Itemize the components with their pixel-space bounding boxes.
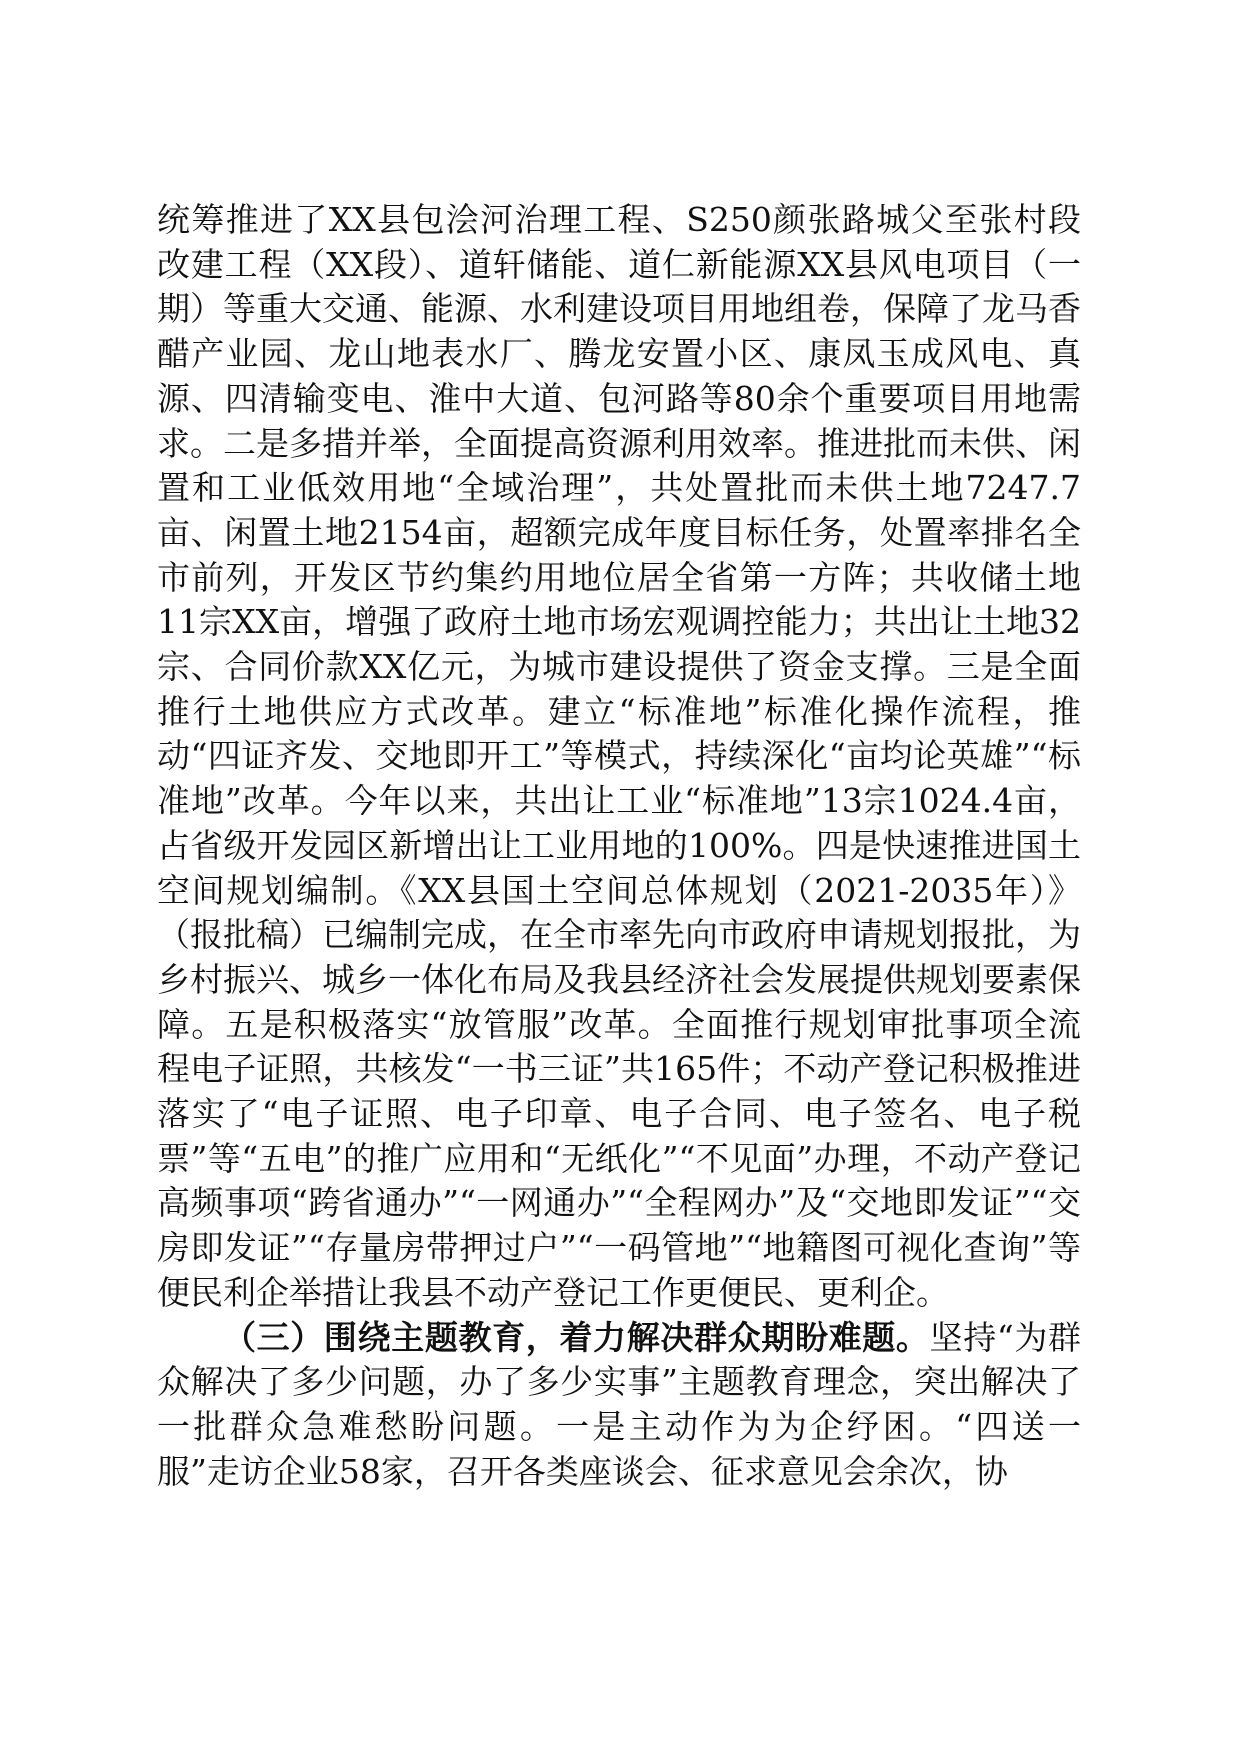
paragraph-continuation (157, 198, 1081, 1316)
body-text (157, 198, 1081, 1494)
paragraph-text: 统筹推进了XX县包浍河治理工程、S250颜张路城父至张村段改建工程（XX段）、道轩储能、道仁新能源XX县风电项目（一期）等重大交通、能源、水利建设项目用地组卷，保障了龙马香醋产业园、龙山地表水厂、腾龙安置小区、康凤玉成风电、真源、四清输变电、淮中大道、包河路等80余个重要项目用地需求。二是多措并举，全面提高资源利用效率。推进批而未供、闲置和工业低效用地“全域治理”，共处置批而未供土地7247.7亩、闲置土地2154亩，超额完成年度目标任务，处置率排名全市前列，开发区节约集约用地位居全省第一方阵；共收储土地11宗XX亩，增强了政府土地市场宏观调控能力；共出让土地32宗、合同价款XX亿元，为城市建设提供了资金支撑。三是全面推行土地供应方式改革。建立“标准地”标准化操作流程，推动“四证齐发、交地即开工”等模式，持续深化“亩均论英雄”“标准地”改革。今年以来，共出让工业“标准地”13宗1024.4亩，占省级开发园区新增出让工业用地的100%。四是快速推进国土空间规划编制。《XX县国土空间总体规划（2021-2035年）》（报批稿）已编制完成，在全市率先向市政府申请规划报批，为乡村振兴、城乡一体化布局及我县经济社会发展提供规划要素保障。五是积极落实“放管服”改革。全面推行规划审批事项全流程电子证照，共核发“一书三证”共165件；不动产登记积极推进落实了“电子证照、电子印章、电子合同、电子签名、电子税票”等“五电”的推广应用和“无纸化”“不见面”办理，不动产登记高频事项“跨省通办”“一网通办”“全程网办”及“交地即发证”“交房即发证”“存量房带押过户”“一码管地”“地籍图可视化查询”等便民利企举措让我县不动产登记工作更便民、更利企。 (157, 200, 1081, 1312)
section-heading: （三）围绕主题教育，着力解决群众期盼难题。 (223, 1317, 930, 1357)
paragraph-text: 坚持“为群众解决了多少问题，办了多少实事”主题教育理念，突出解决了一批群众急难愁盼问题。一是主动作为为企纾困。“四送一服”走访企业58家，召开各类座谈会、征求意见会余次，协 (157, 1317, 1081, 1491)
paragraph-section-3 (157, 1316, 1081, 1495)
